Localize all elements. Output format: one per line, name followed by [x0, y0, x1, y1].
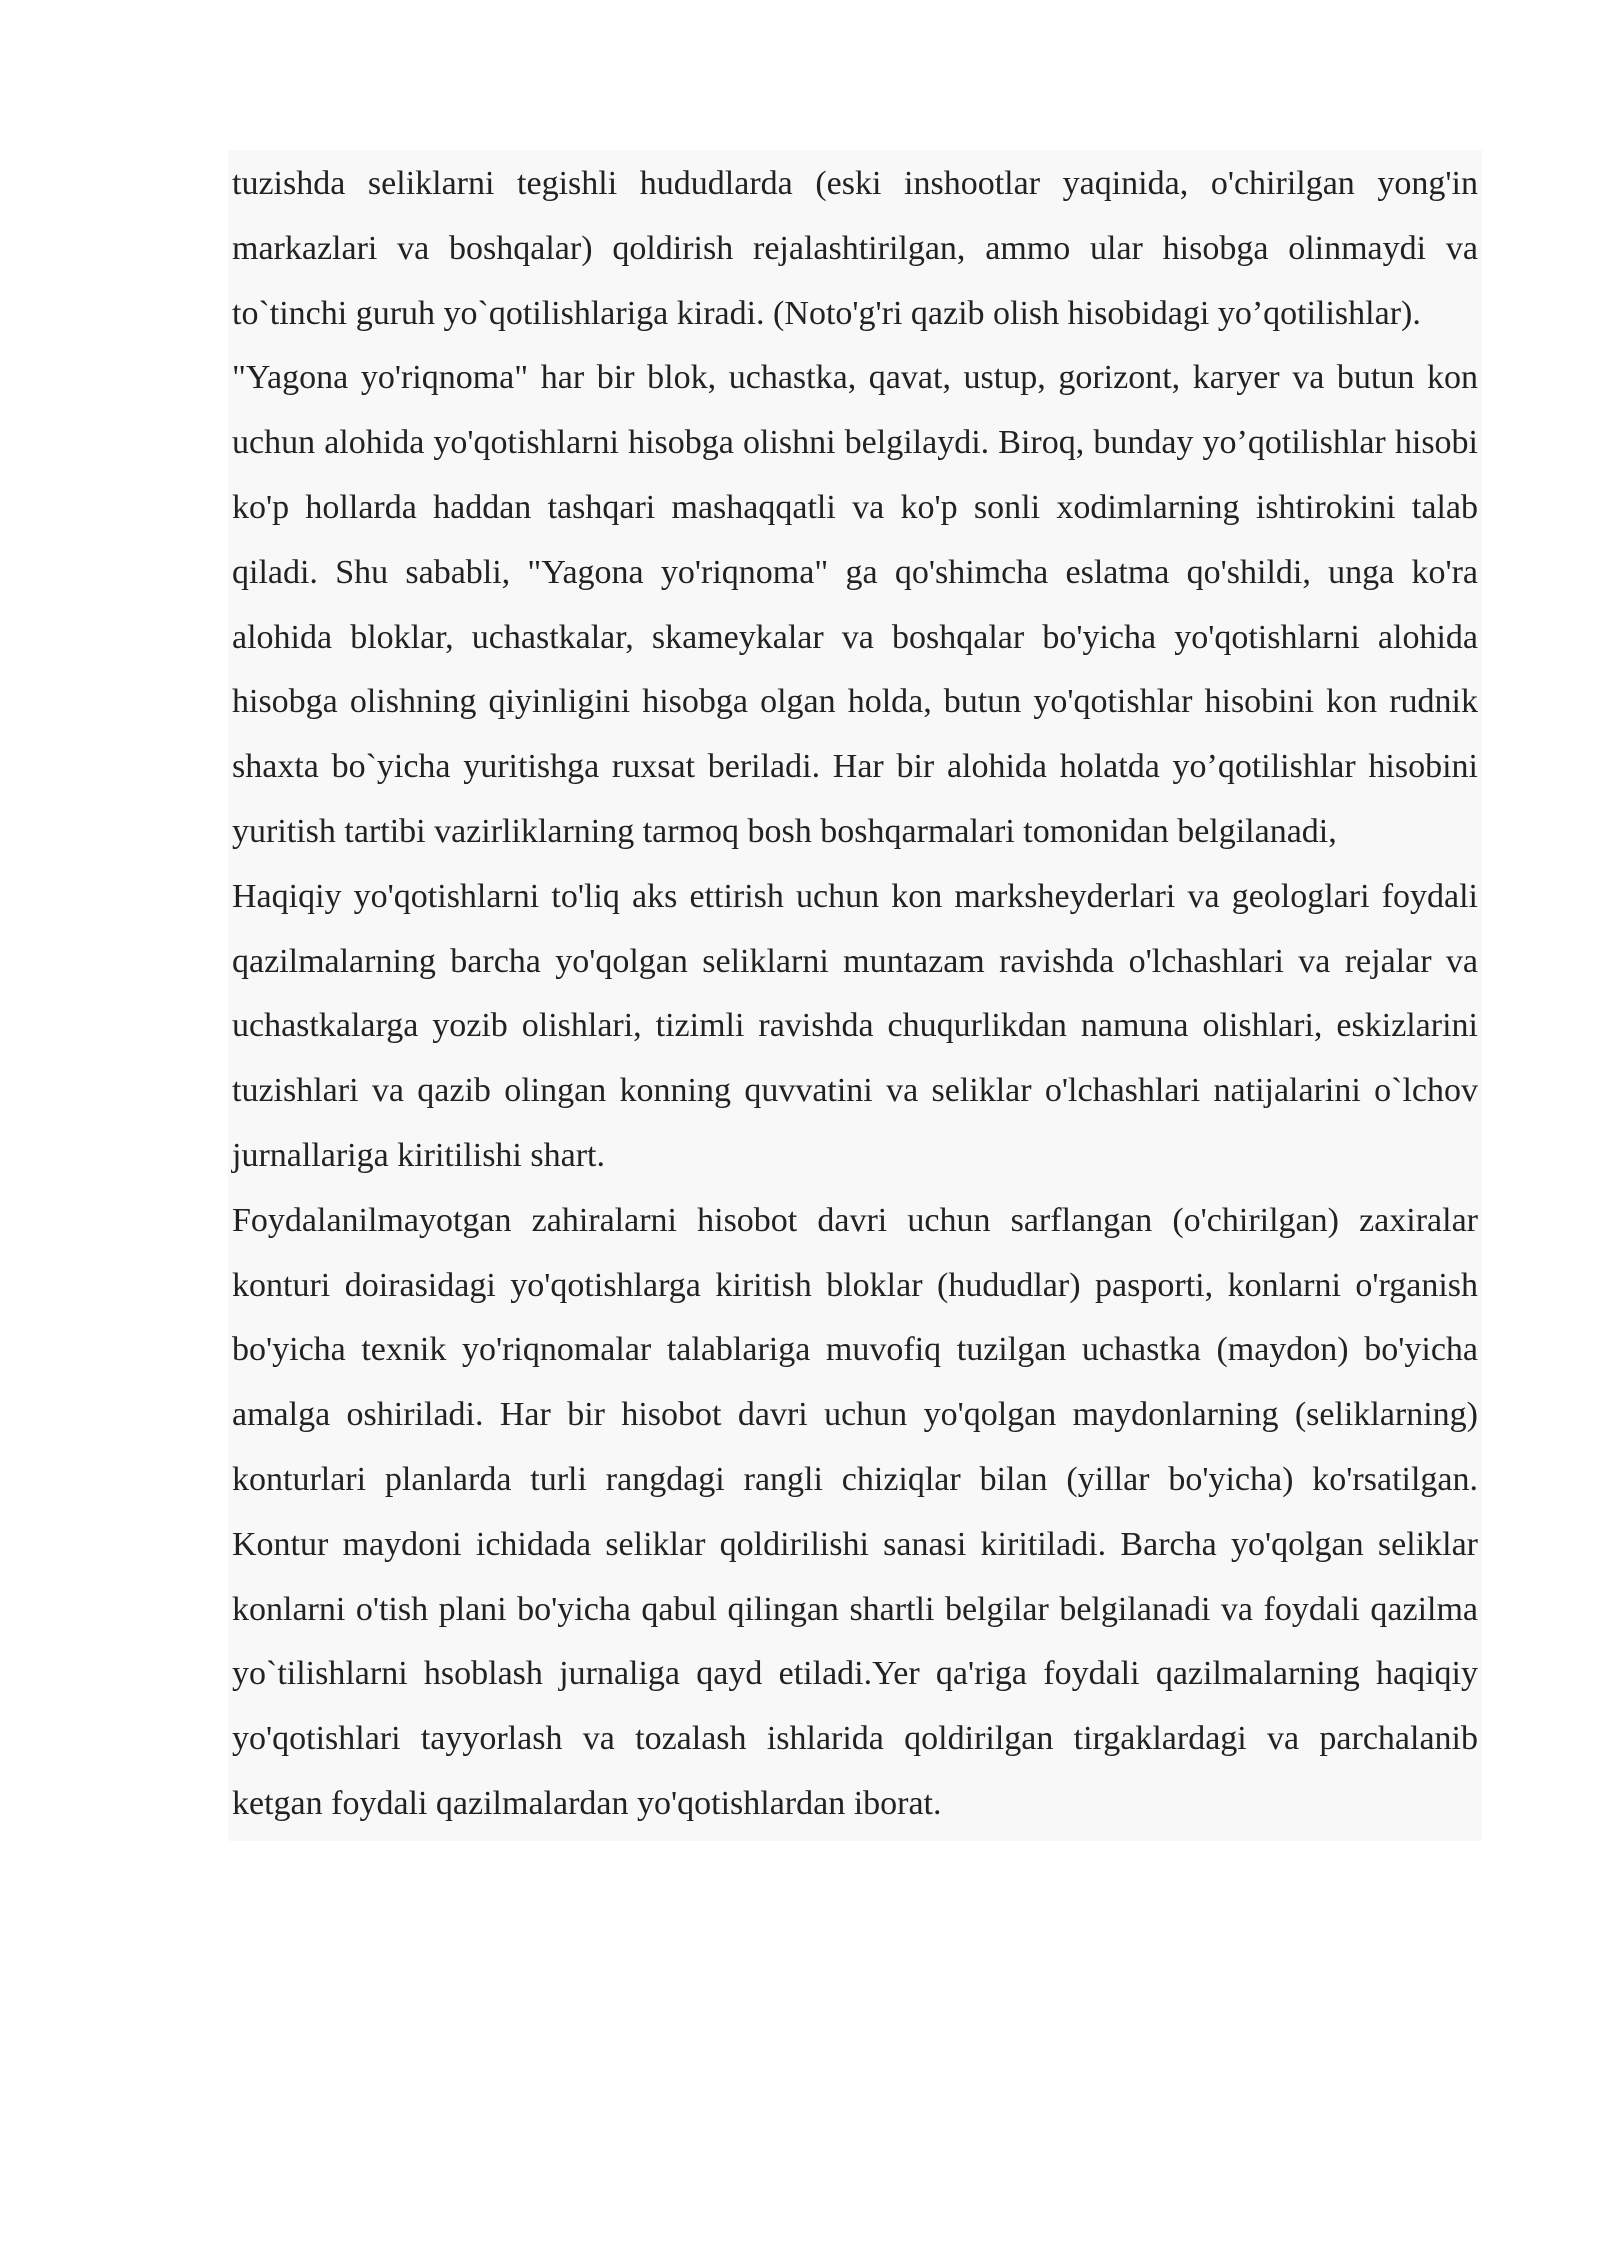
paragraph-1: tuzishda seliklarni tegishli hududlarda (eski inshootlar yaqinida, o'chirilgan yong'in markazlari va boshqalar) qoldirish rejalashtirilgan, ammo ular hisobga olinmaydi va to`tinchi guruh yo`qotilishlariga kiradi. (Noto'g'ri qazib olish hisobidagi yo’qotilishlar).: [232, 165, 1478, 332]
body-text: [228, 150, 1482, 1841]
paragraph-4: Foydalanilmayotgan zahiralarni hisobot davri uchun sarflangan (o'chirilgan) zaxiralar konturi doirasidagi yo'qotishlarga kiritish bloklar (hududlar) pasporti, konlarni o'rganish bo'yicha texnik yo'riqnomalar talablariga muvofiq tuzilgan uchastka (maydon) bo'yicha amalga oshiriladi. Har bir hisobot davri uchun yo'qolgan maydonlarning (seliklarning) konturlari planlarda turli rangdagi rangli chiziqlar bilan (yillar bo'yicha) ko'rsatilgan. Kontur maydoni ichidada seliklar qoldirilishi sanasi kiritiladi. Barcha yo'qolgan seliklar konlarni o'tish plani bo'yicha qabul qilingan shartli belgilar belgilanadi va foydali qazilma yo`tilishlarni hsoblash jurnaliga qayd etiladi.Yer qa'riga foydali qazilmalarning haqiqiy yo'qotishlari tayyorlash va tozalash ishlarida qoldirilgan tirgaklardagi va parchalanib ketgan foydali qazilmalardan yo'qotishlardan iborat.: [232, 1201, 1478, 1822]
paragraph-2: "Yagona yo'riqnoma" har bir blok, uchastka, qavat, ustup, gorizont, karyer va butun kon uchun alohida yo'qotishlarni hisobga olishni belgilaydi. Biroq, bunday yo’qotilishlar hisobi ko'p hollarda haddan tashqari mashaqqatli va ko'p sonli xodimlarning ishtirokini talab qiladi. Shu sababli, "Yagona yo'riqnoma" ga qo'shimcha eslatma qo'shildi, unga ko'ra alohida bloklar, uchastkalar, skameykalar va boshqalar bo'yicha yo'qotishlarni alohida hisobga olishning qiyinligini hisobga olgan holda, butun yo'qotishlar hisobini kon rudnik shaxta bo`yicha yuritishga ruxsat beriladi. Har bir alohida holatda yo’qotilishlar hisobini yuritish tartibi vazirliklarning tarmoq bosh boshqarmalari tomonidan belgilanadi,: [232, 359, 1478, 850]
paragraph-3: Haqiqiy yo'qotishlarni to'liq aks ettirish uchun kon marksheyderlari va geologlari foydali qazilmalarning barcha yo'qolgan seliklarni muntazam ravishda o'lchashlari va rejalar va uchastkalarga yozib olishlari, tizimli ravishda chuqurlikdan namuna olishlari, eskizlarini tuzishlari va qazib olingan konning quvvatini va seliklar o'lchashlari natijalarini o`lchov jurnallariga kiritilishi shart.: [232, 877, 1478, 1174]
